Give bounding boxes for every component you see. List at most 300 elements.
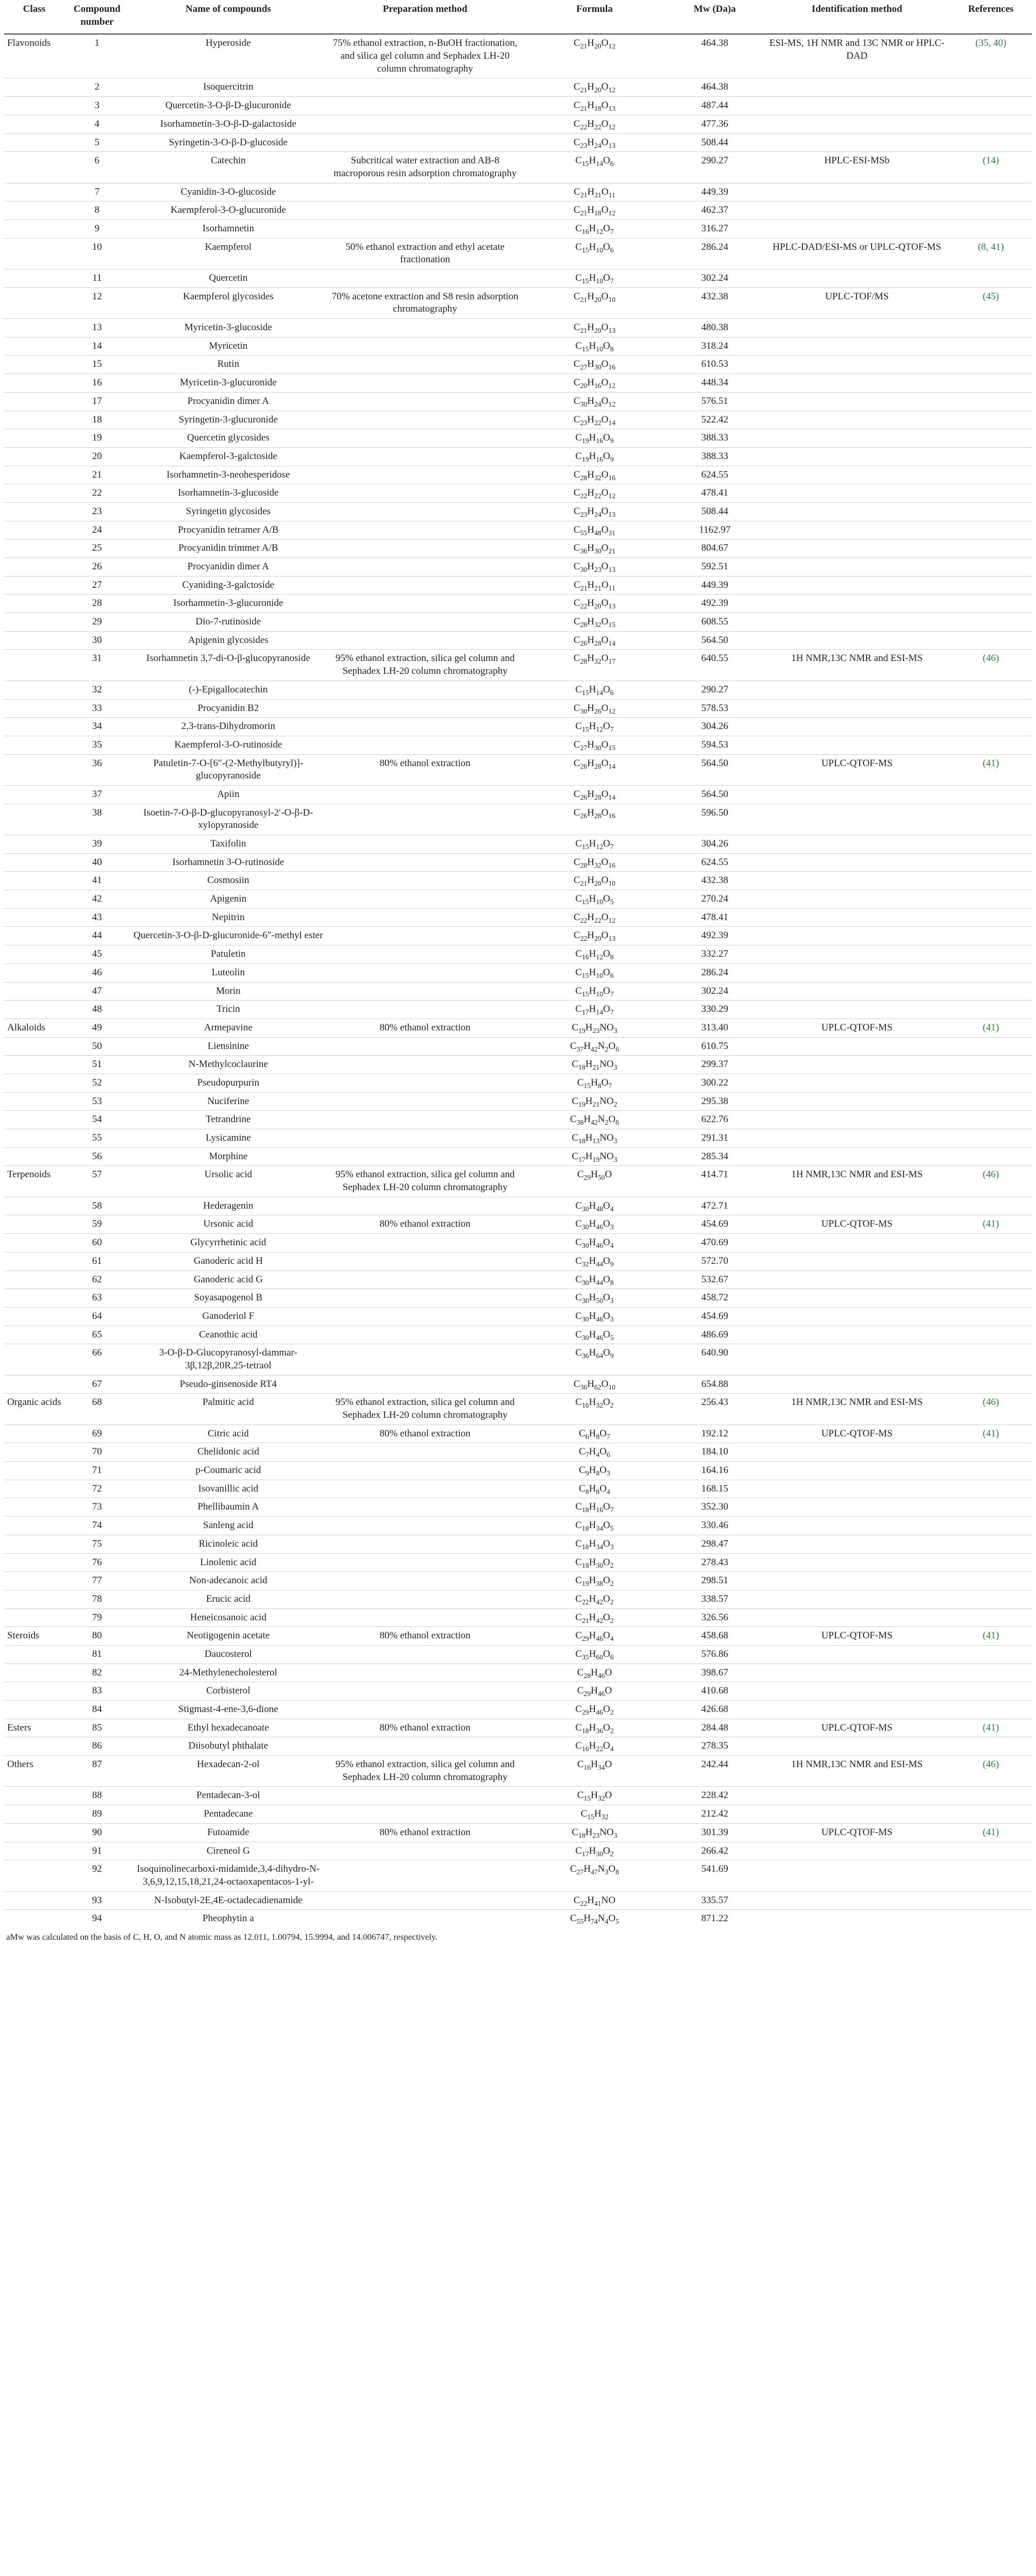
cell-prep [327, 681, 524, 699]
cell-mw: 256.43 [665, 1394, 764, 1425]
cell-ident [764, 1910, 950, 1928]
cell-ref [950, 269, 1032, 288]
cell-class [4, 269, 64, 288]
cell-mw: 304.26 [665, 718, 764, 736]
table-row [4, 374, 1032, 393]
cell-compound-number: 26 [64, 558, 130, 577]
cell-ref [950, 319, 1032, 337]
cell-mw: 338.57 [665, 1590, 764, 1608]
cell-mw: 472.71 [665, 1197, 764, 1215]
cell-mw: 462.37 [665, 201, 764, 220]
cell-mw: 572.70 [665, 1252, 764, 1270]
cell-compound-number: 28 [64, 595, 130, 613]
table-row [4, 133, 1032, 152]
table-row [4, 631, 1032, 650]
cell-compound-number: 89 [64, 1805, 130, 1824]
cell-name: Myricetin-3-glucoside [130, 319, 327, 337]
cell-ref [950, 785, 1032, 804]
cell-mw: 487.44 [665, 97, 764, 115]
table-row [4, 945, 1032, 964]
cell-mw: 449.39 [665, 576, 764, 595]
cell-ident [764, 595, 950, 613]
cell-mw: 298.47 [665, 1535, 764, 1553]
table-row [4, 558, 1032, 577]
cell-ref [950, 1737, 1032, 1756]
cell-ident [764, 1270, 950, 1289]
cell-prep [327, 804, 524, 835]
cell-ident [764, 1535, 950, 1553]
cell-formula: $C_{23}H_{24}O_{13}$ [524, 502, 666, 521]
cell-prep [327, 337, 524, 355]
cell-prep [327, 1289, 524, 1308]
cell-class [4, 1056, 64, 1074]
cell-compound-number: 49 [64, 1019, 130, 1037]
cell-prep [327, 1787, 524, 1805]
cell-class [4, 78, 64, 97]
cell-formula: $C_{26}H_{28}O_{16}$ [524, 804, 666, 835]
cell-compound-number: 23 [64, 502, 130, 521]
cell-class [4, 1553, 64, 1572]
cell-name: 24-Methylenecholesterol [130, 1664, 327, 1682]
cell-formula: $C_{22}H_{20}O_{13}$ [524, 595, 666, 613]
table-row [4, 1129, 1032, 1148]
cell-formula: $C_{18}H_{13}NO_3$ [524, 1129, 666, 1148]
cell-mw: 522.42 [665, 411, 764, 429]
cell-ref [950, 890, 1032, 909]
cell-ref [950, 337, 1032, 355]
cell-name: Glycyrrhetinic acid [130, 1234, 327, 1252]
cell-mw: 464.38 [665, 78, 764, 97]
cell-ident [764, 963, 950, 982]
cell-compound-number: 74 [64, 1517, 130, 1535]
cell-ident [764, 1111, 950, 1129]
cell-mw: 576.51 [665, 392, 764, 411]
cell-prep [327, 1535, 524, 1553]
cell-compound-number: 52 [64, 1074, 130, 1092]
cell-formula: $C_{27}H_{47}N_3O_8$ [524, 1860, 666, 1891]
cell-prep [327, 1092, 524, 1111]
cell-name: Diisobutyl phthalate [130, 1737, 327, 1756]
cell-formula: $C_{21}H_{20}O_{12}$ [524, 78, 666, 97]
cell-compound-number: 10 [64, 238, 130, 269]
cell-formula: $C_{22}H_{22}O_{12}$ [524, 908, 666, 927]
cell-compound-number: 51 [64, 1056, 130, 1074]
cell-name: Rutin [130, 355, 327, 374]
cell-mw: 278.43 [665, 1553, 764, 1572]
cell-ident [764, 1553, 950, 1572]
cell-compound-number: 24 [64, 521, 130, 539]
cell-formula: $C_{28}H_{32}O_{16}$ [524, 466, 666, 484]
cell-mw: 326.56 [665, 1608, 764, 1627]
cell-name: Erucic acid [130, 1590, 327, 1608]
cell-compound-number: 22 [64, 484, 130, 503]
cell-class [4, 183, 64, 201]
cell-ident [764, 804, 950, 835]
header-compound-number: Compound number [64, 0, 130, 34]
cell-name: Apigenin [130, 890, 327, 909]
cell-ref [950, 1001, 1032, 1019]
cell-class [4, 1701, 64, 1719]
cell-compound-number: 20 [64, 447, 130, 466]
header-class: Class [4, 0, 64, 34]
cell-ref [950, 183, 1032, 201]
table-row [4, 804, 1032, 835]
cell-ident: HPLC-ESI-MSb [764, 152, 950, 183]
cell-mw: 388.33 [665, 447, 764, 466]
cell-mw: 532.67 [665, 1270, 764, 1289]
cell-class: Organic acids [4, 1394, 64, 1425]
cell-prep [327, 1645, 524, 1664]
cell-prep: 80% ethanol extraction [327, 1019, 524, 1037]
cell-name: Quercetin-3-O-β-D-glucuronide [130, 97, 327, 115]
cell-formula: $C_{35}H_{60}O_6$ [524, 1645, 666, 1664]
cell-prep [327, 699, 524, 718]
cell-mw: 285.34 [665, 1147, 764, 1166]
cell-formula: $C_{21}H_{20}O_{13}$ [524, 319, 666, 337]
cell-formula: $C_{28}H_{32}O_{15}$ [524, 613, 666, 632]
cell-prep [327, 890, 524, 909]
cell-compound-number: 18 [64, 411, 130, 429]
cell-class [4, 718, 64, 736]
cell-ident [764, 269, 950, 288]
table-row [4, 1462, 1032, 1480]
cell-ident [764, 219, 950, 238]
cell-formula: $C_7H_4O_6$ [524, 1443, 666, 1462]
table-row [4, 982, 1032, 1001]
table-row [4, 1756, 1032, 1787]
cell-prep [327, 1443, 524, 1462]
cell-mw: 164.16 [665, 1462, 764, 1480]
cell-class [4, 219, 64, 238]
cell-ref [950, 1092, 1032, 1111]
cell-formula: $C_{22}H_{42}O_2$ [524, 1590, 666, 1608]
cell-prep [327, 736, 524, 754]
table-row [4, 872, 1032, 890]
cell-compound-number: 63 [64, 1289, 130, 1308]
table-row [4, 576, 1032, 595]
cell-ident [764, 736, 950, 754]
cell-prep [327, 1037, 524, 1056]
cell-prep [327, 1270, 524, 1289]
cell-ident [764, 374, 950, 393]
table-row [4, 1307, 1032, 1326]
header-mw: Mw (Da)a [665, 0, 764, 34]
cell-compound-number: 77 [64, 1572, 130, 1590]
table-row [4, 78, 1032, 97]
cell-name: Palmitic acid [130, 1394, 327, 1425]
cell-name: Pseudo-ginsenoside RT4 [130, 1375, 327, 1394]
table-row [4, 1326, 1032, 1344]
cell-ident [764, 1375, 950, 1394]
cell-class [4, 1517, 64, 1535]
cell-name: Procyanidin dimer A [130, 558, 327, 577]
cell-class [4, 447, 64, 466]
cell-mw: 291.31 [665, 1129, 764, 1148]
cell-compound-number: 33 [64, 699, 130, 718]
table-row [4, 1252, 1032, 1270]
cell-class: Steroids [4, 1627, 64, 1646]
cell-name: Soyasapogenol B [130, 1289, 327, 1308]
cell-prep [327, 521, 524, 539]
cell-formula: $C_{30}H_{23}O_{13}$ [524, 558, 666, 577]
cell-formula: $C_{37}H_{42}N_2O_6$ [524, 1037, 666, 1056]
cell-mw: 610.53 [665, 355, 764, 374]
cell-mw: 228.42 [665, 1787, 764, 1805]
cell-mw: 508.44 [665, 502, 764, 521]
cell-ref: (41) [950, 1019, 1032, 1037]
cell-formula: $C_{15}H_{14}O_6$ [524, 152, 666, 183]
table-row [4, 1425, 1032, 1443]
table-row [4, 1001, 1032, 1019]
cell-formula: $C_{15}H_{10}O_6$ [524, 238, 666, 269]
cell-class [4, 1443, 64, 1462]
cell-compound-number: 69 [64, 1425, 130, 1443]
cell-class [4, 1590, 64, 1608]
cell-formula: $C_{30}H_{44}O_8$ [524, 1270, 666, 1289]
cell-class [4, 1910, 64, 1928]
cell-name: Syringetin glycosides [130, 502, 327, 521]
cell-class [4, 97, 64, 115]
cell-prep [327, 1111, 524, 1129]
cell-ident: UPLC-TOF/MS [764, 287, 950, 318]
cell-class [4, 1289, 64, 1308]
cell-ref [950, 558, 1032, 577]
cell-prep [327, 982, 524, 1001]
cell-ident: UPLC-QTOF-MS [764, 1823, 950, 1842]
cell-ident [764, 1307, 950, 1326]
cell-prep: 95% ethanol extraction, silica gel column and Sephadex LH-20 column chromatography [327, 1166, 524, 1197]
table-row [4, 502, 1032, 521]
cell-class [4, 890, 64, 909]
cell-name: Pentadecan-3-ol [130, 1787, 327, 1805]
cell-compound-number: 37 [64, 785, 130, 804]
cell-class [4, 927, 64, 945]
cell-prep [327, 466, 524, 484]
cell-mw: 454.69 [665, 1307, 764, 1326]
cell-compound-number: 73 [64, 1498, 130, 1517]
table-row [4, 1166, 1032, 1197]
table-row [4, 718, 1032, 736]
cell-ident [764, 982, 950, 1001]
cell-class [4, 1842, 64, 1860]
cell-compound-number: 61 [64, 1252, 130, 1270]
cell-formula: $C_{19}H_{16}O_9$ [524, 447, 666, 466]
table-row [4, 1289, 1032, 1308]
cell-ident: UPLC-QTOF-MS [764, 1719, 950, 1737]
cell-class [4, 1664, 64, 1682]
cell-ref [950, 1270, 1032, 1289]
cell-compound-number: 21 [64, 466, 130, 484]
cell-name: Luteolin [130, 963, 327, 982]
cell-ref [950, 1129, 1032, 1148]
cell-ref [950, 1111, 1032, 1129]
cell-formula: $C_{38}H_{42}N_2O_6$ [524, 1111, 666, 1129]
cell-class [4, 355, 64, 374]
cell-compound-number: 40 [64, 853, 130, 872]
table-row [4, 1842, 1032, 1860]
cell-formula: $C_{18}H_{21}NO_3$ [524, 1056, 666, 1074]
cell-compound-number: 16 [64, 374, 130, 393]
cell-ident [764, 718, 950, 736]
cell-formula: $C_{30}H_{50}O_3$ [524, 1289, 666, 1308]
cell-ident [764, 1289, 950, 1308]
cell-name: Apiin [130, 785, 327, 804]
table-row [4, 1197, 1032, 1215]
cell-ident [764, 835, 950, 854]
cell-ident [764, 927, 950, 945]
cell-ident [764, 1326, 950, 1344]
cell-prep [327, 1805, 524, 1824]
cell-formula: $C_{30}H_{46}O_3$ [524, 1307, 666, 1326]
cell-name: Quercetin-3-O-β-D-glucuronide-6″-methyl ester [130, 927, 327, 945]
cell-ref [950, 718, 1032, 736]
cell-formula: $C_{30}H_{26}O_{12}$ [524, 699, 666, 718]
cell-formula: $C_6H_8O_7$ [524, 1425, 666, 1443]
cell-class [4, 466, 64, 484]
cell-prep [327, 1572, 524, 1590]
header-prep: Preparation method [327, 0, 524, 34]
cell-formula: $C_{15}H_{10}O_8$ [524, 337, 666, 355]
cell-compound-number: 82 [64, 1664, 130, 1682]
cell-prep [327, 1197, 524, 1215]
cell-class [4, 1462, 64, 1480]
cell-prep [327, 1234, 524, 1252]
cell-formula: $C_{16}H_{32}O_2$ [524, 1394, 666, 1425]
cell-name: Kaempferol glycosides [130, 287, 327, 318]
cell-ref [950, 1498, 1032, 1517]
cell-ident [764, 1590, 950, 1608]
cell-name: Ursolic acid [130, 1166, 327, 1197]
cell-ident [764, 1737, 950, 1756]
cell-ident [764, 631, 950, 650]
cell-class [4, 681, 64, 699]
cell-prep: 95% ethanol extraction, silica gel column and Sephadex LH-20 column chromatography [327, 1756, 524, 1787]
cell-name: Ganoderiol F [130, 1307, 327, 1326]
cell-compound-number: 35 [64, 736, 130, 754]
table-row [4, 319, 1032, 337]
table-row [4, 1910, 1032, 1928]
cell-ref [950, 1910, 1032, 1928]
cell-mw: 432.38 [665, 287, 764, 318]
cell-class [4, 374, 64, 393]
cell-formula: $C_{15}H_{12}O_7$ [524, 835, 666, 854]
cell-ident [764, 1701, 950, 1719]
table-row [4, 908, 1032, 927]
cell-prep [327, 269, 524, 288]
cell-mw: 352.30 [665, 1498, 764, 1517]
cell-class [4, 631, 64, 650]
cell-compound-number: 12 [64, 287, 130, 318]
cell-ident: 1H NMR,13C NMR and ESI-MS [764, 650, 950, 681]
cell-formula: $C_{21}H_{18}O_{12}$ [524, 201, 666, 220]
cell-class [4, 392, 64, 411]
table-row [4, 613, 1032, 632]
cell-name: Hyperoside [130, 34, 327, 78]
cell-name: Procyanidin tetramer A/B [130, 521, 327, 539]
header-name: Name of compounds [130, 0, 327, 34]
table-row [4, 539, 1032, 558]
table-row [4, 835, 1032, 854]
table-row [4, 1572, 1032, 1590]
cell-mw: 508.44 [665, 133, 764, 152]
table-header-row [4, 0, 1032, 34]
table-row [4, 650, 1032, 681]
cell-name: Catechin [130, 152, 327, 183]
table-footnote: aMw was calculated on the basis of C, H, O, and N atomic mass as 12.011, 1.00794, 15.9994, and 14.006747, respectively. [6, 1931, 438, 1942]
cell-mw: 432.38 [665, 872, 764, 890]
cell-mw: 564.50 [665, 785, 764, 804]
cell-ident [764, 890, 950, 909]
cell-compound-number: 45 [64, 945, 130, 964]
cell-ref [950, 1462, 1032, 1480]
cell-compound-number: 44 [64, 927, 130, 945]
cell-ref [950, 595, 1032, 613]
cell-prep [327, 558, 524, 577]
cell-name: Phellibaumin A [130, 1498, 327, 1517]
table-row [4, 1590, 1032, 1608]
cell-ref [950, 1037, 1032, 1056]
cell-compound-number: 60 [64, 1234, 130, 1252]
cell-formula: $C_{20}H_{16}O_{12}$ [524, 374, 666, 393]
cell-ident [764, 945, 950, 964]
cell-class [4, 1535, 64, 1553]
cell-prep [327, 1682, 524, 1701]
cell-prep: Subcritical water extraction and AB-8 macroporous resin adsorption chromatography [327, 152, 524, 183]
cell-formula: $C_{17}H_{14}O_7$ [524, 1001, 666, 1019]
cell-mw: 290.27 [665, 152, 764, 183]
cell-ident [764, 1197, 950, 1215]
cell-formula: $C_{36}H_{62}O_{10}$ [524, 1375, 666, 1394]
cell-name: Corbisterol [130, 1682, 327, 1701]
cell-name: Isoquercitrin [130, 78, 327, 97]
table-row [4, 1891, 1032, 1910]
cell-prep: 80% ethanol extraction [327, 1425, 524, 1443]
cell-prep [327, 785, 524, 804]
cell-class [4, 699, 64, 718]
cell-mw: 313.40 [665, 1019, 764, 1037]
cell-name: Isorhamnetin-3-O-β-D-galactoside [130, 115, 327, 133]
cell-name: N-Isobutyl-2E,4E-octadecadienamide [130, 1891, 327, 1910]
cell-prep [327, 945, 524, 964]
cell-formula: $C_{15}H_{32}$ [524, 1805, 666, 1824]
cell-compound-number: 54 [64, 1111, 130, 1129]
cell-prep [327, 1608, 524, 1627]
cell-ref [950, 392, 1032, 411]
cell-formula: $C_{16}H_{12}O_7$ [524, 219, 666, 238]
cell-prep: 80% ethanol extraction [327, 1215, 524, 1234]
table-row [4, 411, 1032, 429]
cell-prep: 70% acetone extraction and S8 resin adsorption chromatography [327, 287, 524, 318]
cell-ident: UPLC-QTOF-MS [764, 754, 950, 785]
cell-name: Liensinine [130, 1037, 327, 1056]
cell-ident: 1H NMR,13C NMR and ESI-MS [764, 1756, 950, 1787]
cell-ref [950, 1590, 1032, 1608]
table-row [4, 1037, 1032, 1056]
cell-class [4, 115, 64, 133]
cell-prep [327, 115, 524, 133]
cell-name: Patuletin [130, 945, 327, 964]
cell-ident [764, 681, 950, 699]
cell-prep [327, 835, 524, 854]
cell-ref: (14) [950, 152, 1032, 183]
cell-class [4, 908, 64, 927]
cell-name: Heneicosanoic acid [130, 1608, 327, 1627]
cell-formula: $C_{29}H_{46}O_2$ [524, 1701, 666, 1719]
cell-name: Syringetin-3-O-β-D-glucoside [130, 133, 327, 152]
cell-ident [764, 1572, 950, 1590]
cell-compound-number: 29 [64, 613, 130, 632]
cell-mw: 594.53 [665, 736, 764, 754]
